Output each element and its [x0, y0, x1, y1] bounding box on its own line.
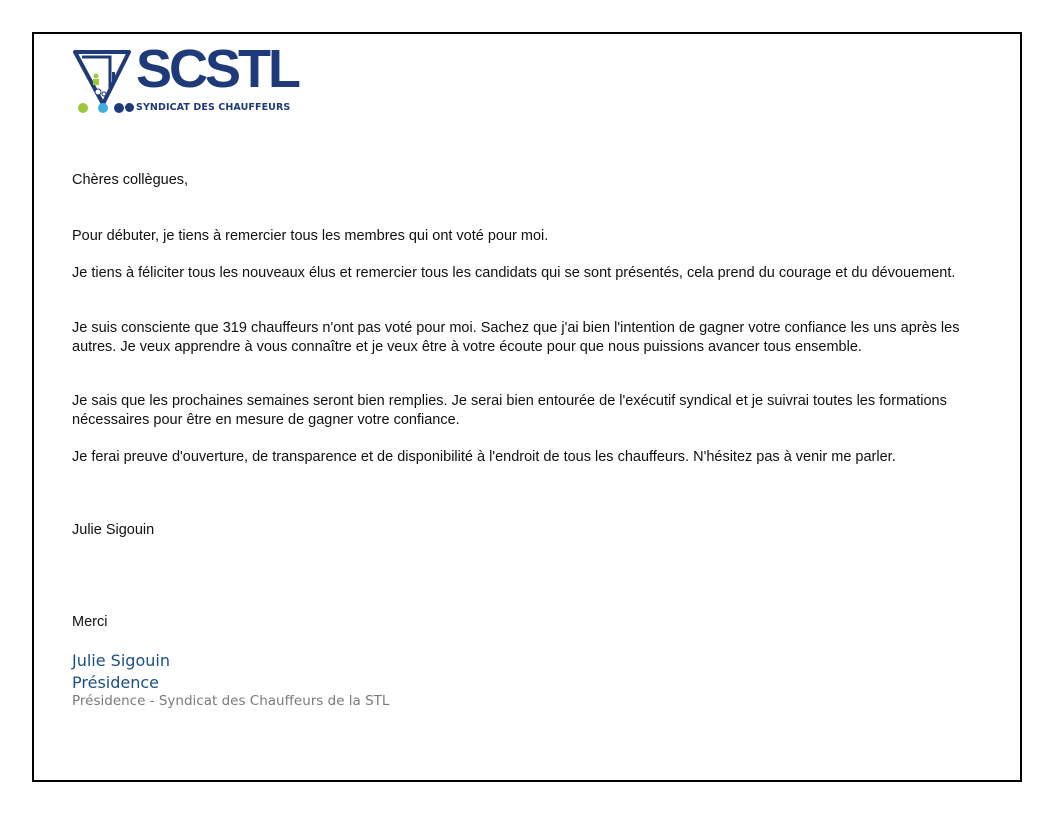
- paragraph: Je tiens à féliciter tous les nouveaux élus et remercier tous les candidats qui se sont présentés, cela prend du courage et du dévouement.: [72, 265, 956, 281]
- signature-title: Présidence: [72, 673, 159, 692]
- navy-dot-icon: [114, 103, 124, 113]
- paragraph: Pour débuter, je tiens à remercier tous les membres qui ont voté pour moi.: [72, 228, 549, 244]
- paragraph: Je ferai preuve d'ouverture, de transparence et de disponibilité à l'endroit de tous les chauffeurs. N'hésitez pas à venir me parler.: [72, 449, 896, 465]
- paragraph: Je sais que les prochaines semaines seront bien remplies. Je serai bien entourée de l'exécutif syndical et je suivrai toutes les formations nécessaires pour être en mesure de gagner votre confiance.: [72, 393, 947, 428]
- navy-dot-icon: [125, 103, 134, 112]
- logo-subtitle: SYNDICAT DES CHAUFFEURS: [136, 102, 291, 113]
- signature-organization: Présidence - Syndicat des Chauffeurs de la STL: [72, 693, 390, 709]
- letter-author: Julie Sigouin: [72, 522, 155, 538]
- green-dot-icon: [78, 103, 88, 113]
- scstl-logo: [72, 39, 299, 116]
- greeting: Chères collègues,: [72, 172, 189, 188]
- cyan-dot-icon: [98, 103, 108, 113]
- bus-triangle-icon: [72, 48, 132, 108]
- paragraph: Je suis consciente que 319 chauffeurs n'ont pas voté pour moi. Sachez que j'ai bien l'intention de gagner votre confiance les uns après les autres. Je veux apprendre à vous connaître et je veux être à votre écoute pour que nous puissions avancer tous ensemble.: [72, 320, 960, 355]
- signature-name: Julie Sigouin: [72, 651, 170, 670]
- closing: Merci: [72, 614, 108, 630]
- logo-acronym: SCSTL: [136, 39, 299, 99]
